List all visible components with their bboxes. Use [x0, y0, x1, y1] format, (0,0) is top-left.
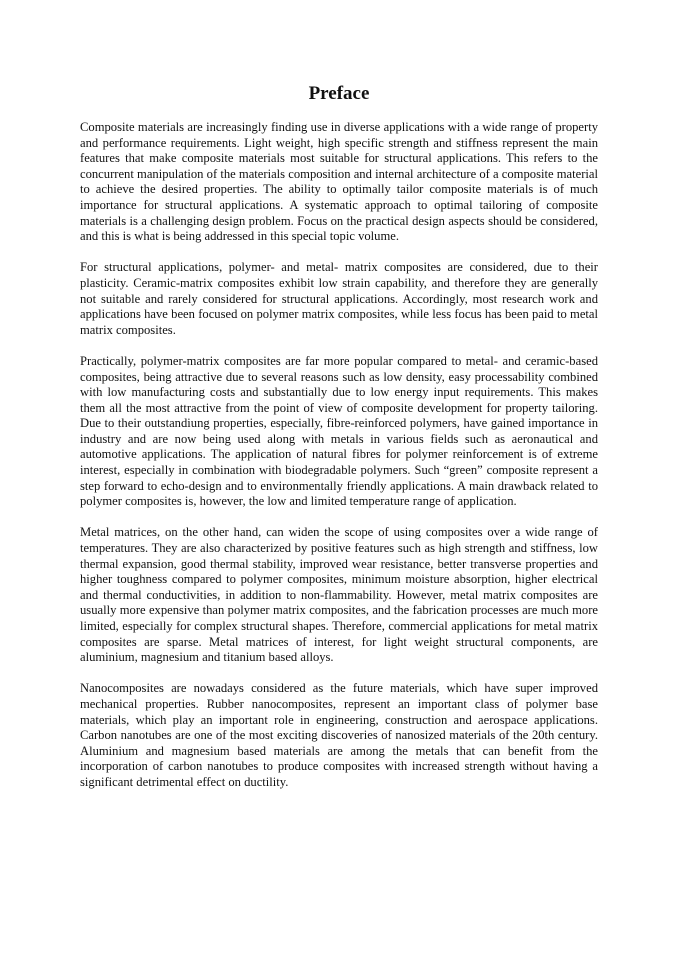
document-body: [80, 120, 598, 806]
paragraph-structural-applications: For structural applications, polymer- and metal- matrix composites are considered, due to their plasticity. Ceramic-matrix composites exhibit low strain capability, and therefore they are generally not suitable and rarely considered for structural applications. Accordingly, most research work and applications have been focused on polymer matrix composites, while less focus has been paid to metal matrix composites.: [80, 260, 598, 337]
paragraph-intro: Composite materials are increasingly finding use in diverse applications with a wide range of property and performance requirements. Light weight, high specific strength and stiffness represent the main features that make composite materials most suitable for structural applications. This refers to the concurrent manipulation of the materials composition and internal architecture of a composite material to achieve the desired properties. The ability to optimally tailor composite materials is of much importance for structural applications. A systematic approach to optimal tailoring of composite materials is a challenging design problem. Focus on the practical design aspects should be considered, and this is what is being addressed in this special topic volume.: [80, 120, 598, 244]
paragraph-metal-matrix: Metal matrices, on the other hand, can widen the scope of using composites over a wide range of temperatures. They are also characterized by positive features such as high strength and stiffness, low thermal expansion, good thermal stability, improved wear resistance, better transverse properties and higher toughness compared to polymer composites, minimum moisture absorption, higher electrical and thermal conductivities, in addition to non-flammability. However, metal matrix composites are usually more expensive than polymer matrix composites, and the fabrication processes are much more limited, especially for complex structural shapes. Therefore, commercial applications for metal matrix composites are sparse. Metal matrices of interest, for light weight structural components, are aluminium, magnesium and titanium based alloys.: [80, 525, 598, 665]
paragraph-nanocomposites: Nanocomposites are nowadays considered as the future materials, which have super improved mechanical properties. Rubber nanocomposites, represent an important class of polymer base materials, which play an important role in engineering, construction and aerospace applications. Carbon nanotubes are one of the most exciting discoveries of nanosized materials of the 20th century. Aluminium and magnesium based materials are among the metals that can benefit from the incorporation of carbon nanotubes to produce composites with increased strength without having a significant detrimental effect on ductility.: [80, 681, 598, 789]
page-title: Preface: [308, 83, 370, 104]
paragraph-polymer-matrix: Practically, polymer-matrix composites are far more popular compared to metal- and ceramic-based composites, being attractive due to several reasons such as low density, easy processability combined with low manufacturing costs and substantially due to low energy input requirements. This makes them all the most attractive from the point of view of composite development for property tailoring. Due to their outstandiung properties, especially, fibre-reinforced polymers, have gained importance in industry and are now being used along with metals in various fields such as aeronautical and automotive applications. The application of natural fibres for polymer reinforcement is of extreme interest, especially in combination with biodegradable polymers. Such “green” composite represent a step forward to echo-design and to environmentally friendly applications. A main drawback related to polymer composites is, however, the low and limited temperature range of application.: [80, 353, 598, 509]
